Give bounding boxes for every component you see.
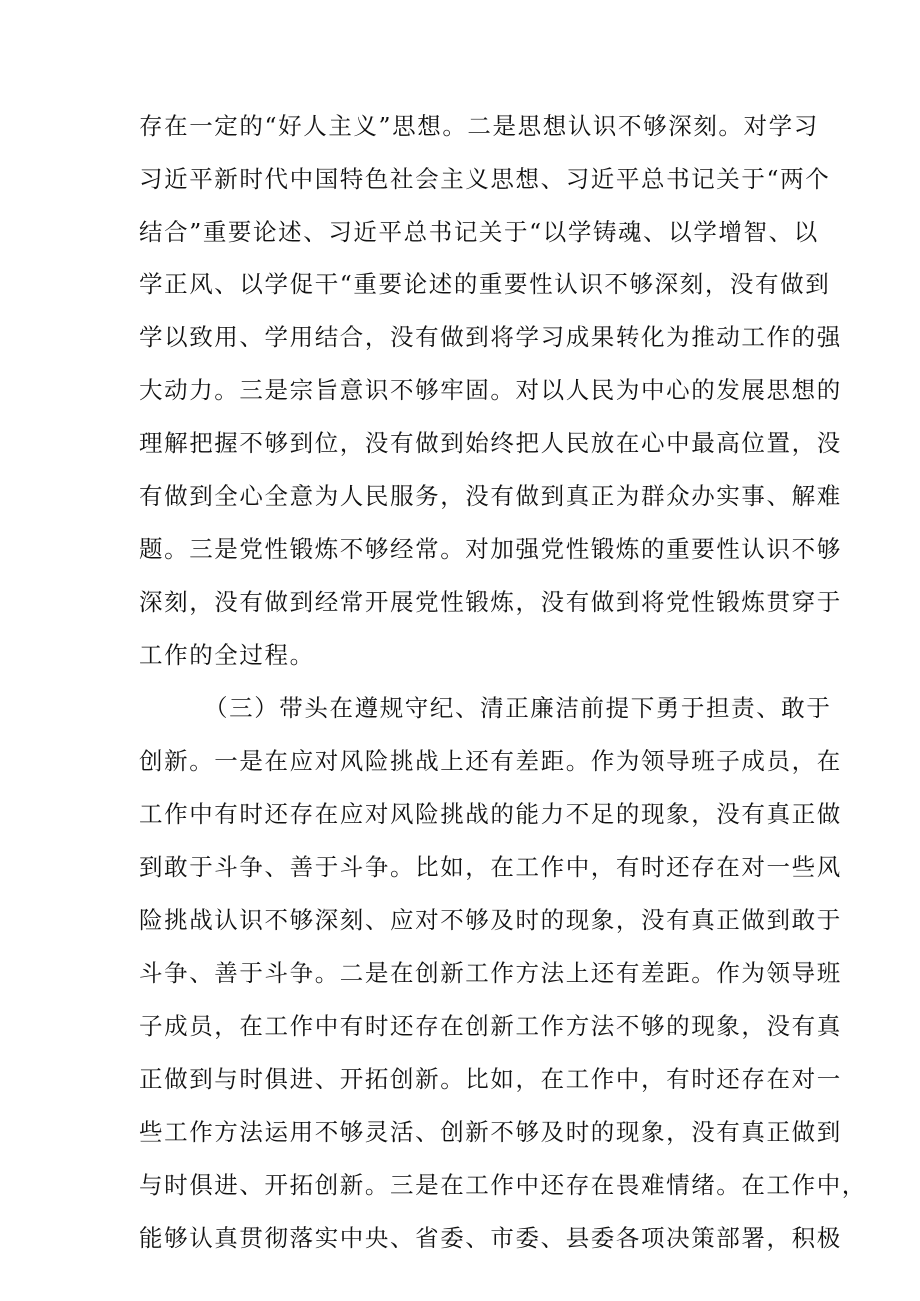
text-line: 能够认真贯彻落实中央、省委、市委、县委各项决策部署，积极 <box>139 1224 842 1252</box>
text-line: 习近平新时代中国特色社会主义思想、习近平总书记关于“两个 <box>139 165 831 193</box>
text-line: 有做到全心全意为人民服务，没有做到真正为群众办实事、解难 <box>139 482 842 510</box>
text-line: 大动力。三是宗旨意识不够牢固。对以人民为中心的发展思想的 <box>139 376 842 404</box>
text-line: 深刻，没有做到经常开展党性锻炼，没有做到将党性锻炼贯穿于 <box>139 588 842 616</box>
text-line: 存在一定的“好人主义”思想。二是思想认识不够深刻。对学习 <box>139 112 819 140</box>
text-line: 工作的全过程。 <box>139 641 315 669</box>
text-line: 斗争、善于斗争。二是在创新工作方法上还有差距。作为领导班 <box>139 959 842 987</box>
text-line: 结合”重要论述、习近平总书记关于“以学铸魂、以学增智、以 <box>139 218 819 246</box>
section-heading-line: （三）带头在遵规守纪、清正廉洁前提下勇于担责、敢于 <box>204 694 832 722</box>
text-line: 与时俱进、开拓创新。三是在工作中还存在畏难情绪。在工作中， <box>139 1171 867 1199</box>
text-line: 学正风、以学促干“重要论述的重要性认识不够深刻，没有做到 <box>139 270 831 298</box>
text-line: 险挑战认识不够深刻、应对不够及时的现象，没有真正做到敢于 <box>139 906 842 934</box>
text-line: 子成员，在工作中有时还存在创新工作方法不够的现象，没有真 <box>139 1012 842 1040</box>
text-line: 工作中有时还存在应对风险挑战的能力不足的现象，没有真正做 <box>139 800 842 828</box>
text-line: 正做到与时俱进、开拓创新。比如，在工作中，有时还存在对一 <box>139 1065 842 1093</box>
text-line: 学以致用、学用结合，没有做到将学习成果转化为推动工作的强 <box>139 323 842 351</box>
text-line: 到敢于斗争、善于斗争。比如，在工作中，有时还存在对一些风 <box>139 853 842 881</box>
text-line: 题。三是党性锻炼不够经常。对加强党性锻炼的重要性认识不够 <box>139 535 842 563</box>
text-line: 理解把握不够到位，没有做到始终把人民放在心中最高位置，没 <box>139 429 842 457</box>
text-line: 创新。一是在应对风险挑战上还有差距。作为领导班子成员，在 <box>139 747 842 775</box>
text-line: 些工作方法运用不够灵活、创新不够及时的现象，没有真正做到 <box>139 1118 842 1146</box>
